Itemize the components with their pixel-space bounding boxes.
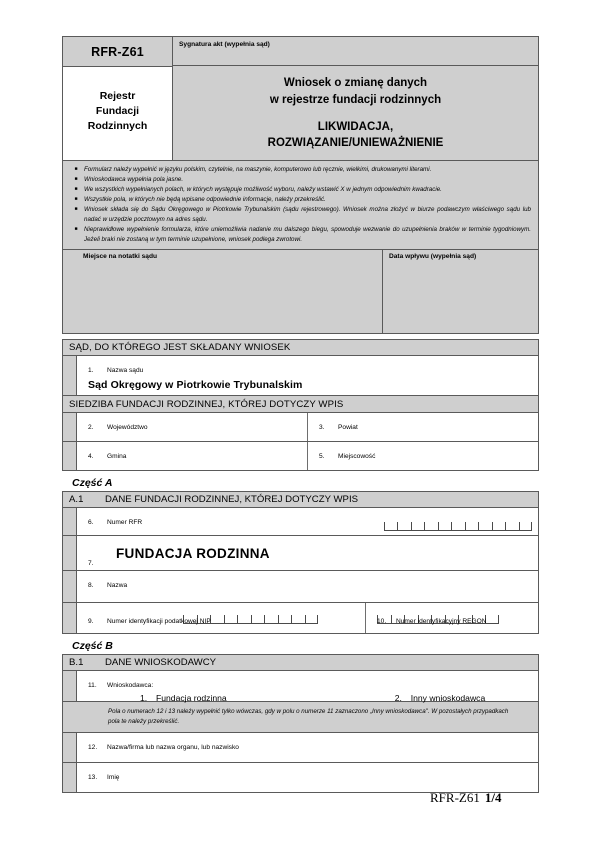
footer-form-code: RFR-Z61 bbox=[430, 790, 480, 805]
seat-row-2 bbox=[62, 442, 539, 471]
seat-section-bar: SIEDZIBA FUNDACJI RODZINNEJ, KTÓREJ DOTYCZY WPIS bbox=[62, 396, 539, 413]
field-5-miejscowosc[interactable] bbox=[308, 442, 538, 470]
case-signature-field[interactable]: Sygnatura akt (wypełnia sąd) bbox=[173, 37, 538, 66]
instruction-text: Formularz należy wypełnić w języku polskim, czytelnie, na maszynie, komputerowo lub ręcznie, wielkimi, drukowanymi literami. bbox=[84, 165, 432, 173]
instruction-text: Wszystkie pola, w których nie będą wpisane odpowiednie informacje, należy przekreślić. bbox=[84, 195, 326, 203]
section-a1-bar bbox=[62, 491, 539, 508]
note-spacer bbox=[63, 707, 108, 727]
page-footer bbox=[430, 790, 501, 806]
field-2-label: Województwo bbox=[107, 424, 148, 432]
bullet-icon: ■ bbox=[74, 206, 78, 213]
field-6-comb-input[interactable] bbox=[384, 522, 533, 531]
field-8-nazwa[interactable] bbox=[77, 571, 538, 602]
field-1-label: Nazwa sądu bbox=[107, 367, 144, 375]
header-left-block bbox=[63, 37, 173, 160]
instruction-item bbox=[68, 205, 531, 225]
court-notes-field[interactable] bbox=[63, 250, 383, 333]
part-b-section bbox=[62, 654, 539, 793]
bullet-icon: ■ bbox=[74, 175, 78, 182]
form-page bbox=[62, 36, 539, 793]
receipt-date-label: Data wpływu (wypełnia sąd) bbox=[389, 253, 477, 261]
field-13-imie[interactable] bbox=[77, 763, 538, 792]
court-notes-row bbox=[62, 250, 539, 334]
seat-section bbox=[62, 396, 539, 471]
field-5-label: Miejscowość bbox=[338, 453, 376, 461]
receipt-date-field[interactable] bbox=[383, 250, 538, 333]
row-gutter bbox=[63, 442, 77, 470]
field-9-number: 9. bbox=[88, 618, 94, 626]
instruction-item bbox=[68, 175, 531, 185]
bullet-icon: ■ bbox=[74, 165, 78, 172]
register-name-line2: Fundacji bbox=[95, 104, 140, 117]
part-b-note-text: Pola o numerach 12 i 13 należy wypełnić tylko wówczas, gdy w polu o numerze 11 zaznaczono „Inny wnioskodawca". W pozostałych przypadkach pola te należy przekreślić. bbox=[108, 708, 509, 726]
field-11-row bbox=[62, 671, 539, 702]
applicant-options bbox=[88, 692, 538, 703]
row-gutter bbox=[63, 508, 77, 535]
field-11-wnioskodawca bbox=[77, 671, 538, 704]
court-notes-label: Miejsce na notatki sądu bbox=[83, 253, 158, 261]
register-name-cell bbox=[63, 67, 172, 160]
field-10-label: Numer identyfikacyjny REGON bbox=[396, 618, 487, 626]
row-gutter bbox=[63, 356, 77, 395]
field-3-powiat[interactable] bbox=[308, 413, 538, 441]
field-1-value: Sąd Okręgowy w Piotrkowie Trybunalskim bbox=[88, 379, 303, 392]
seat-row-1 bbox=[62, 413, 539, 442]
row-gutter bbox=[63, 413, 77, 441]
instruction-item bbox=[68, 185, 531, 195]
row-gutter bbox=[63, 733, 77, 762]
field-6-numer-rfr[interactable] bbox=[77, 508, 538, 535]
form-title-line2: w rejestrze fundacji rodzinnych bbox=[269, 94, 442, 107]
option-1-label: Fundacja rodzinna bbox=[156, 693, 227, 704]
bullet-icon: ■ bbox=[74, 195, 78, 202]
field-6-row bbox=[62, 508, 539, 536]
option-1-number: 1. bbox=[140, 693, 148, 704]
row-gutter bbox=[63, 536, 77, 570]
instruction-item bbox=[68, 225, 531, 245]
field-10-number: 10. bbox=[377, 618, 387, 626]
form-title-line4: ROZWIĄZANIE/UNIEWAŻNIENIE bbox=[267, 137, 444, 150]
bullet-icon: ■ bbox=[74, 185, 78, 192]
field-6-number: 6. bbox=[88, 519, 94, 527]
option-2-label: Inny wnioskodawca bbox=[410, 693, 486, 704]
form-code-cell: RFR-Z61 bbox=[63, 37, 172, 67]
field-7-row bbox=[62, 536, 539, 571]
form-title-block bbox=[173, 66, 538, 160]
instructions-block bbox=[62, 161, 539, 250]
field-13-row bbox=[62, 763, 539, 793]
part-b-label: Część B bbox=[72, 640, 113, 653]
field-3-number: 3. bbox=[319, 424, 325, 432]
option-inny-wnioskodawca[interactable] bbox=[395, 693, 486, 703]
part-a-section bbox=[62, 491, 539, 634]
court-name-row bbox=[62, 356, 539, 396]
instructions-list bbox=[68, 165, 531, 245]
instruction-text: Wniosek składa się do Sądu Okręgowego w Piotrkowie Trybunalskim (sądu rejestrowego). Wniosek można złożyć w biurze podawczym właściwego sądu lub nadać w urzędzie pocztowym na adres sądu. bbox=[84, 206, 531, 224]
footer-page-number: 1/4 bbox=[484, 790, 502, 805]
row-gutter bbox=[63, 603, 77, 633]
field-4-label: Gmina bbox=[107, 453, 127, 461]
part-b-note bbox=[62, 702, 539, 733]
field-5-number: 5. bbox=[319, 453, 325, 461]
option-fundacja-rodzinna[interactable] bbox=[140, 693, 227, 703]
row-gutter bbox=[63, 671, 77, 701]
register-name-line3: Rodzinnych bbox=[87, 120, 148, 133]
instruction-item bbox=[68, 195, 531, 205]
instruction-item bbox=[68, 165, 531, 175]
bullet-icon: ■ bbox=[74, 226, 78, 233]
instruction-text: We wszystkich wypełnianych polach, w których występuje możliwość wyboru, należy wstawić X w jednym odpowiednim kwadracie. bbox=[84, 185, 442, 193]
field-11-number: 11. bbox=[88, 682, 97, 690]
instruction-text: Wnioskodawca wypełnia pola jasne. bbox=[84, 175, 184, 183]
field-11-label: Wnioskodawca: bbox=[107, 682, 154, 690]
field-7-entity-type bbox=[77, 536, 538, 570]
field-1-number: 1. bbox=[88, 367, 94, 375]
field-3-label: Powiat bbox=[338, 424, 358, 432]
section-a1-title: DANE FUNDACJI RODZINNEJ, KTÓREJ DOTYCZY WPIS bbox=[105, 494, 359, 506]
field-7-number: 7. bbox=[88, 560, 94, 568]
field-12-number: 12. bbox=[88, 744, 98, 752]
instruction-text: Nieprawidłowe wypełnienie formularza, które uniemożliwia nadanie mu dalszego biegu, spowoduje wezwanie do uzupełnienia braków w terminie tygodniowym. Jeżeli braki nie zostaną w tym terminie uzupełnione, wniosek podlega zwrotowi. bbox=[84, 226, 531, 244]
field-10-regon[interactable] bbox=[366, 603, 538, 633]
field-4-number: 4. bbox=[88, 453, 94, 461]
court-section bbox=[62, 339, 539, 396]
field-8-label: Nazwa bbox=[107, 582, 128, 590]
section-b1-bar bbox=[62, 654, 539, 671]
part-a-label: Część A bbox=[72, 477, 113, 490]
section-a1-code: A.1 bbox=[69, 494, 84, 506]
field-7-value: FUNDACJA RODZINNA bbox=[116, 545, 270, 561]
field-12-row bbox=[62, 733, 539, 763]
field-1-court-name[interactable] bbox=[77, 356, 538, 395]
field-9-nip[interactable] bbox=[77, 603, 366, 633]
header-right-block bbox=[173, 37, 538, 160]
field-6-label: Numer RFR bbox=[107, 519, 143, 527]
row-gutter bbox=[63, 571, 77, 602]
court-section-bar: SĄD, DO KTÓREGO JEST SKŁADANY WNIOSEK bbox=[62, 339, 539, 356]
field-2-number: 2. bbox=[88, 424, 94, 432]
option-2-number: 2. bbox=[394, 693, 402, 704]
field-12-nazwa-firma[interactable] bbox=[77, 733, 538, 762]
field-13-label: Imię bbox=[107, 774, 120, 782]
field-8-number: 8. bbox=[88, 582, 94, 590]
section-b1-code: B.1 bbox=[69, 657, 84, 669]
register-name-line1: Rejestr bbox=[99, 89, 136, 102]
field-4-gmina[interactable] bbox=[77, 442, 308, 470]
field-9-10-row bbox=[62, 603, 539, 634]
form-title-line3: LIKWIDACJA, bbox=[317, 120, 394, 133]
form-header bbox=[62, 36, 539, 161]
section-b1-title: DANE WNIOSKODAWCY bbox=[105, 657, 217, 669]
field-13-number: 13. bbox=[88, 774, 98, 782]
form-title-line1: Wniosek o zmianę danych bbox=[283, 77, 428, 89]
row-gutter bbox=[63, 763, 77, 792]
field-9-label: Numer identyfikacji podatkowej NIP bbox=[107, 618, 211, 626]
field-8-row bbox=[62, 571, 539, 603]
field-12-label: Nazwa/firma lub nazwa organu, lub nazwisko bbox=[107, 744, 239, 752]
field-2-wojewodztwo[interactable] bbox=[77, 413, 308, 441]
